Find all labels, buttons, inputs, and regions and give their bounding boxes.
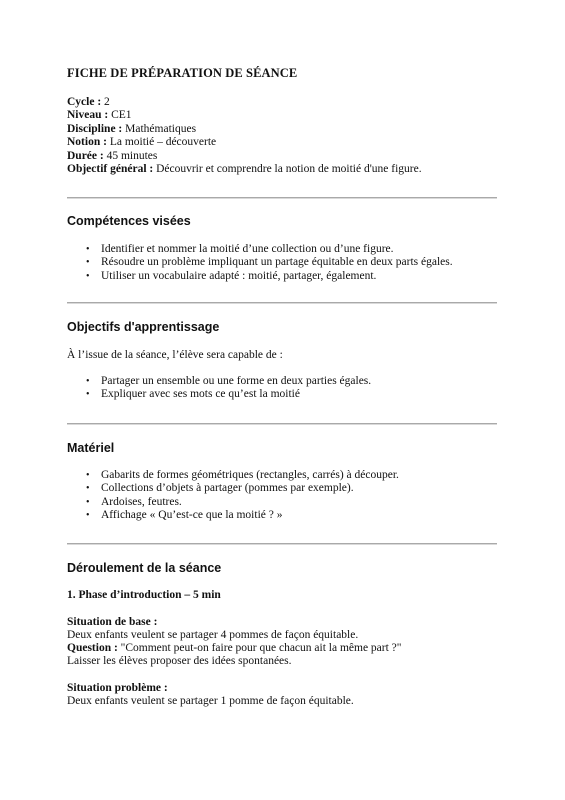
- meta-value: Découvrir et comprendre la notion de moitié d'une figure.: [156, 163, 422, 176]
- section-heading-deroulement: Déroulement de la séance: [67, 561, 222, 575]
- objectifs-intro: À l’issue de la séance, l’élève sera capable de :: [67, 349, 283, 361]
- situation-probleme-label: Situation problème :: [67, 682, 168, 694]
- meta-label: Cycle :: [67, 96, 102, 108]
- question-text: "Comment peut-on faire pour que chacun ait la même part ?": [117, 642, 402, 654]
- section-divider: [67, 423, 497, 424]
- meta-label: Objectif général :: [67, 163, 154, 176]
- meta-value: 2: [104, 96, 110, 108]
- meta-value: 45 minutes: [106, 149, 158, 162]
- meta-objectif-general: [67, 163, 422, 176]
- section-divider: [67, 197, 497, 198]
- list-item: • Identifier et nommer la moitié d’une collection ou d’une figure.: [67, 243, 453, 256]
- meta-duree: [67, 150, 422, 163]
- list-item: • Collections d’objets à partager (pommes par exemple).: [67, 482, 399, 495]
- section-divider: [67, 302, 497, 303]
- meta-value: La moitié – découverte: [109, 136, 217, 149]
- instruction-text: Laisser les élèves proposer des idées spontanées.: [67, 655, 292, 667]
- list-item: • Résoudre un problème impliquant un partage équitable en deux parts égales.: [67, 256, 453, 269]
- page-title: FICHE DE PRÉPARATION DE SÉANCE: [67, 66, 298, 80]
- situation-base-text: Deux enfants veulent se partager 4 pommes de façon équitable.: [67, 629, 359, 641]
- meta-label: Durée :: [67, 149, 104, 162]
- objectifs-list: [67, 375, 371, 402]
- meta-label: Niveau :: [67, 109, 109, 122]
- section-heading-competences: Compétences visées: [67, 214, 191, 228]
- meta-label: Notion :: [67, 136, 107, 149]
- meta-value: Mathématiques: [125, 122, 197, 135]
- meta-notion: [67, 136, 422, 149]
- session-info: [67, 96, 422, 176]
- meta-value: CE1: [111, 109, 132, 122]
- meta-niveau: [67, 109, 422, 122]
- phase-title: 1. Phase d’introduction – 5 min: [67, 589, 221, 601]
- question-label: Question :: [67, 642, 118, 654]
- list-item: • Gabarits de formes géométriques (rectangles, carrés) à découper.: [67, 469, 399, 482]
- section-heading-materiel: Matériel: [67, 441, 115, 455]
- meta-discipline: [67, 123, 422, 136]
- section-heading-objectifs: Objectifs d'apprentissage: [67, 320, 220, 334]
- list-item: • Expliquer avec ses mots ce qu’est la moitié: [67, 388, 371, 401]
- situation-probleme-text: Deux enfants veulent se partager 1 pomme de façon équitable.: [67, 695, 354, 707]
- list-item: • Ardoises, feutres.: [67, 496, 399, 509]
- list-item: • Affichage « Qu’est-ce que la moitié ? »: [67, 509, 399, 522]
- competences-list: [67, 243, 453, 283]
- situation-base-label: Situation de base :: [67, 616, 158, 628]
- question-line: [67, 642, 401, 655]
- meta-label: Discipline :: [67, 122, 123, 135]
- list-item: • Utiliser un vocabulaire adapté : moitié, partager, également.: [67, 270, 453, 283]
- section-divider: [67, 543, 497, 544]
- meta-cycle: [67, 96, 422, 109]
- materiel-list: [67, 469, 399, 523]
- list-item: • Partager un ensemble ou une forme en deux parties égales.: [67, 375, 371, 388]
